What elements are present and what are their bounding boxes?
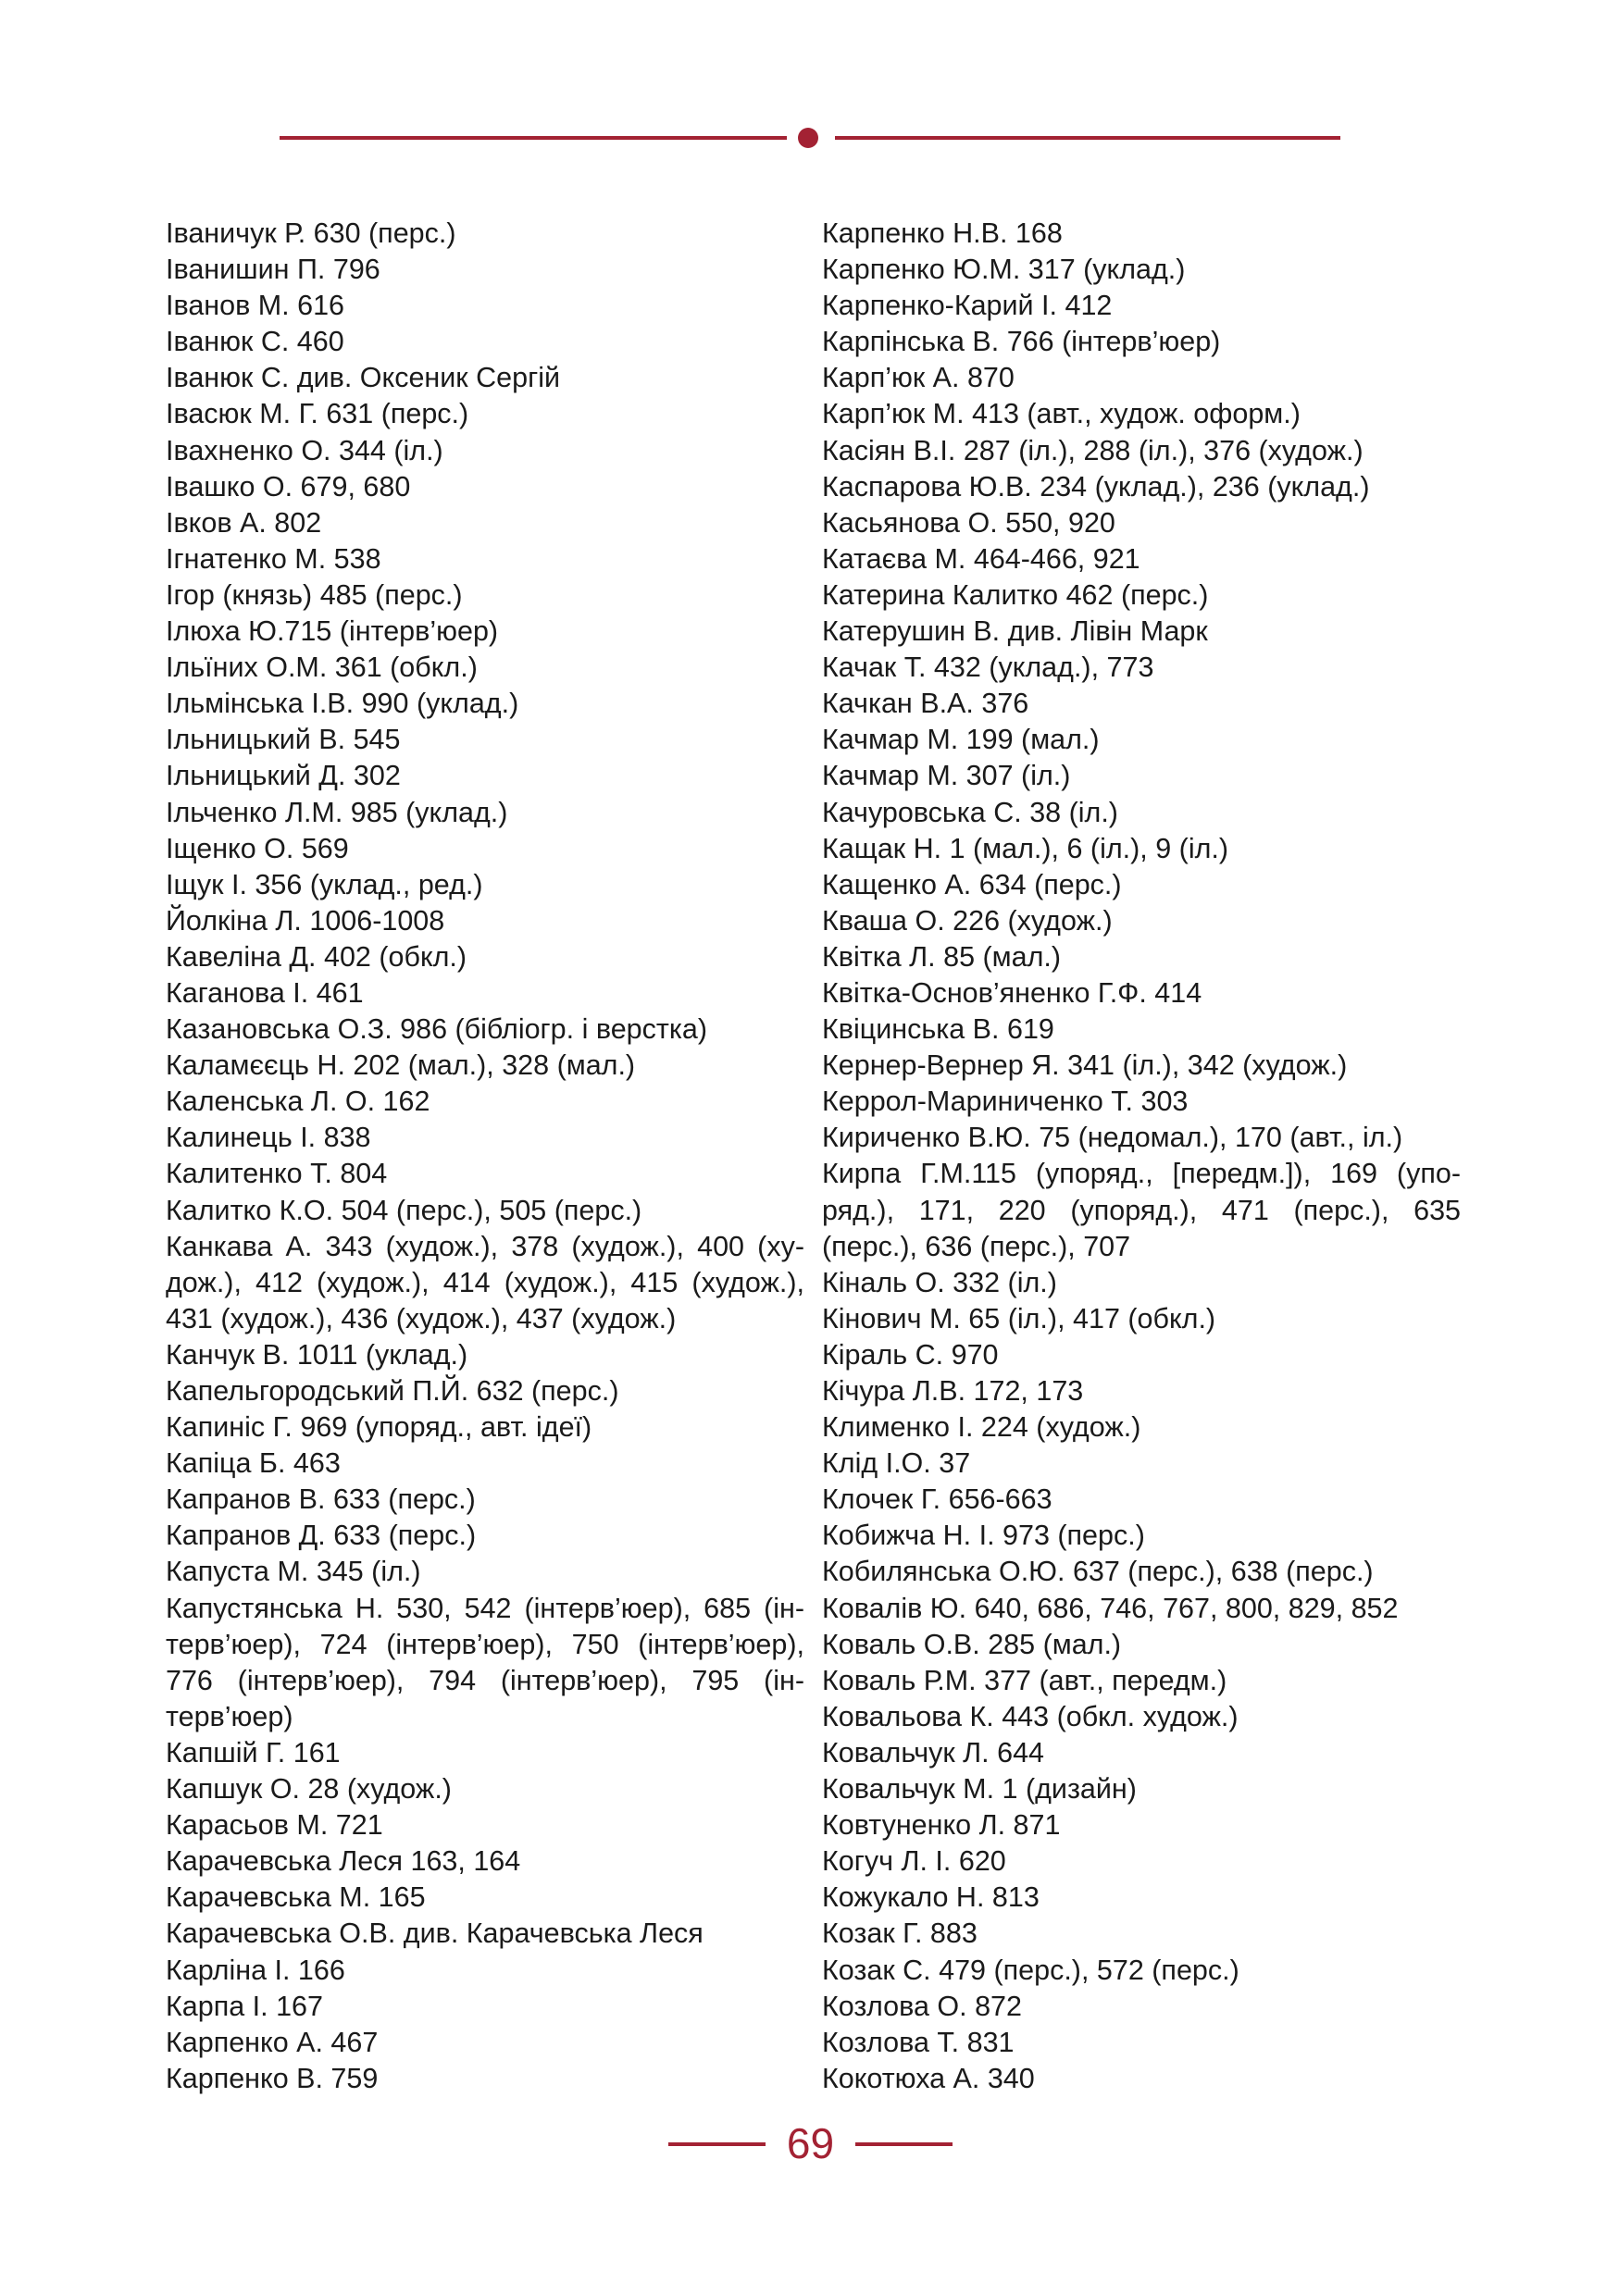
index-entry: Капшій Г. 161	[166, 1736, 341, 1769]
index-entry: Кічура Л.В. 172, 173	[822, 1375, 1084, 1407]
index-entry: Капустянська Н. 530, 542 (інтерв’юер), 685 (інтерв’юер), 724 (інтерв’юер), 750 (інтерв’юер), 776 (інтерв’юер), 794 (інтерв’юер), 795 (інтерв’юер)	[166, 1592, 804, 1732]
index-entry: Івахненко О. 344 (іл.)	[166, 434, 443, 466]
index-entry: Карачевська М. 165	[166, 1881, 426, 1914]
index-entry: Клід І.О. 37	[822, 1447, 971, 1480]
index-column-left	[166, 216, 804, 2097]
index-entry: Квіцинська В. 619	[822, 1013, 1054, 1046]
index-entry: Іванов М. 616	[166, 290, 345, 322]
index-entry: Кобилянська О.Ю. 637 (перс.), 638 (перс.)	[822, 1556, 1374, 1588]
index-entry: Карпа І. 167	[166, 1990, 323, 2022]
index-entry: Кіналь О. 332 (іл.)	[822, 1266, 1057, 1298]
index-entry: Ковалів Ю. 640, 686, 746, 767, 800, 829, 852	[822, 1592, 1399, 1624]
index-entry: Канкава А. 343 (худож.), 378 (худож.), 400 (худож.), 412 (худож.), 414 (худож.), 415 (худож.), 431 (худож.), 436 (худож.), 437 (худож.)	[166, 1230, 804, 1334]
index-entry: Кириченко В.Ю. 75 (недомал.), 170 (авт., іл.)	[822, 1122, 1403, 1154]
index-entry: Катаєва М. 464-466, 921	[822, 542, 1140, 575]
index-entry: Качмар М. 199 (мал.)	[822, 724, 1100, 756]
index-entry: Кінович М. 65 (іл.), 417 (обкл.)	[822, 1302, 1216, 1334]
index-entry: Ігнатенко М. 538	[166, 542, 381, 575]
index-entry: Качуровська С. 38 (іл.)	[822, 796, 1118, 828]
index-entry: Каламєєць Н. 202 (мал.), 328 (мал.)	[166, 1049, 636, 1082]
index-entry: Катерина Калитко 462 (перс.)	[822, 578, 1209, 611]
index-entry: Карпенко Н.В. 168	[822, 217, 1063, 249]
index-entry: Когуч Л. І. 620	[822, 1845, 1006, 1878]
index-entry: Ільченко Л.М. 985 (уклад.)	[166, 796, 508, 828]
index-entry: Касьянова О. 550, 920	[822, 506, 1115, 539]
index-entry: Йолкіна Л. 1006-1008	[166, 904, 445, 937]
index-entry: Ільмінська І.В. 990 (уклад.)	[166, 688, 519, 720]
index-entry: Козак Г. 883	[822, 1917, 978, 1950]
index-entry: Касіян В.І. 287 (іл.), 288 (іл.), 376 (худож.)	[822, 434, 1364, 466]
header-ornament	[280, 130, 1340, 146]
index-entry: Козлова О. 872	[822, 1990, 1022, 2022]
footer-rule-right	[855, 2142, 953, 2146]
index-entry: Кащенко А. 634 (перс.)	[822, 868, 1122, 900]
index-entry: Капуста М. 345 (іл.)	[166, 1556, 421, 1588]
index-entry: Капшук О. 28 (худож.)	[166, 1773, 452, 1806]
index-entry: Клименко І. 224 (худож.)	[822, 1411, 1141, 1444]
index-entry: Капіца Б. 463	[166, 1447, 341, 1480]
index-entry: Канчук В. 1011 (уклад.)	[166, 1338, 468, 1371]
index-entry: Квітка Л. 85 (мал.)	[822, 940, 1062, 973]
index-entry: Карпінська В. 766 (інтерв’юер)	[822, 326, 1221, 358]
index-entry: Ільїних О.М. 361 (обкл.)	[166, 652, 478, 684]
index-entry: Івасюк М. Г. 631 (перс.)	[166, 398, 469, 430]
index-entry: Карпенко Ю.М. 317 (уклад.)	[822, 254, 1186, 286]
index-entry: Карпенко В. 759	[166, 2062, 379, 2094]
index-entry: Коваль О.В. 285 (мал.)	[822, 1628, 1122, 1660]
index-entry: Кирпа Г.М.115 (упоряд., [передм.]), 169 (упоряд.), 171, 220 (упоряд.), 471 (перс.), 635 (перс.), 636 (перс.), 707	[822, 1158, 1461, 1262]
index-entry: Ковальчук Л. 644	[822, 1736, 1045, 1769]
index-entry: Ковальова К. 443 (обкл. худож.)	[822, 1700, 1239, 1732]
index-entry: Іванюк С. див. Оксеник Сергій	[166, 362, 561, 394]
index-entry: Козак С. 479 (перс.), 572 (перс.)	[822, 1954, 1239, 1986]
index-entry: Ільницький Д. 302	[166, 760, 401, 792]
index-entry: Карачевська Леся 163, 164	[166, 1845, 521, 1878]
index-entry: Качак Т. 432 (уклад.), 773	[822, 652, 1154, 684]
index-entry: Івков А. 802	[166, 506, 322, 539]
index-entry: Качмар М. 307 (іл.)	[822, 760, 1071, 792]
page-number: 69	[786, 2119, 835, 2167]
index-entry: Капранов Д. 633 (перс.)	[166, 1520, 477, 1552]
header-rule-right	[835, 136, 1340, 140]
index-entry: Іванюк С. 460	[166, 326, 344, 358]
index-entry: Ілюха Ю.715 (інтерв’юер)	[166, 615, 499, 648]
index-entry: Каспарова Ю.В. 234 (уклад.), 236 (уклад.)	[822, 470, 1370, 503]
index-entry: Квітка-Основ’яненко Г.Ф. 414	[822, 976, 1202, 1009]
index-entry: Івашко О. 679, 680	[166, 470, 411, 503]
index-entry: Капиніс Г. 969 (упоряд., авт. ідеї)	[166, 1411, 592, 1444]
index-entry: Коваль Р.М. 377 (авт., передм.)	[822, 1664, 1227, 1696]
index-entry: Капельгородський П.Й. 632 (перс.)	[166, 1375, 619, 1407]
index-entry: Карп’юк М. 413 (авт., худож. оформ.)	[822, 398, 1301, 430]
index-entry: Кіраль С. 970	[822, 1338, 999, 1371]
index-entry: Карасьов М. 721	[166, 1809, 383, 1842]
index-entry: Ігор (князь) 485 (перс.)	[166, 578, 463, 611]
index-entry: Калитенко Т. 804	[166, 1158, 388, 1190]
index-entry: Іщенко О. 569	[166, 832, 349, 864]
index-entry: Кваша О. 226 (худож.)	[822, 904, 1113, 937]
index-entry: Іщук І. 356 (уклад., ред.)	[166, 868, 483, 900]
index-entry: Кащак Н. 1 (мал.), 6 (іл.), 9 (іл.)	[822, 832, 1229, 864]
index-entry: Карачевська О.В. див. Карачевська Леся	[166, 1917, 704, 1950]
index-entry: Іваничук Р. 630 (перс.)	[166, 217, 456, 249]
index-entry: Кавеліна Д. 402 (обкл.)	[166, 940, 467, 973]
index-entry: Ковтуненко Л. 871	[822, 1809, 1061, 1842]
index-entry: Калинець І. 838	[166, 1122, 371, 1154]
index-entry: Катерушин В. див. Лівін Марк	[822, 615, 1208, 648]
header-rule-left	[280, 136, 787, 140]
index-entry: Карп’юк А. 870	[822, 362, 1015, 394]
header-dot	[798, 128, 818, 148]
index-entry: Каленська Л. О. 162	[166, 1086, 430, 1118]
index-entry: Керрол-Мариниченко Т. 303	[822, 1086, 1189, 1118]
index-entry: Карпенко А. 467	[166, 2026, 379, 2058]
index-entry: Калитко К.О. 504 (перс.), 505 (перс.)	[166, 1194, 642, 1226]
index-entry: Каганова І. 461	[166, 976, 364, 1009]
index-entry: Кокотюха А. 340	[822, 2062, 1035, 2094]
index-entry: Клочек Г. 656-663	[822, 1483, 1052, 1516]
index-entry: Кернер-Вернер Я. 341 (іл.), 342 (худож.)	[822, 1049, 1348, 1082]
index-entry: Кобижча Н. І. 973 (перс.)	[822, 1520, 1145, 1552]
index-entry: Ковальчук М. 1 (дизайн)	[822, 1773, 1137, 1806]
index-column-right	[822, 216, 1461, 2097]
index-entry: Кожукало Н. 813	[822, 1881, 1040, 1914]
index-entry: Карпенко-Карий І. 412	[822, 290, 1113, 322]
index-entry: Качкан В.А. 376	[822, 688, 1029, 720]
index-entry: Козлова Т. 831	[822, 2026, 1015, 2058]
page-footer	[668, 2117, 955, 2173]
index-entry: Капранов В. 633 (перс.)	[166, 1483, 476, 1516]
index-entry: Іванишин П. 796	[166, 254, 380, 286]
index-entry: Казановська О.З. 986 (бібліогр. і верстка)	[166, 1013, 707, 1046]
index-entry: Ільницький В. 545	[166, 724, 401, 756]
footer-rule-left	[668, 2142, 766, 2146]
index-entry: Карліна І. 166	[166, 1954, 345, 1986]
